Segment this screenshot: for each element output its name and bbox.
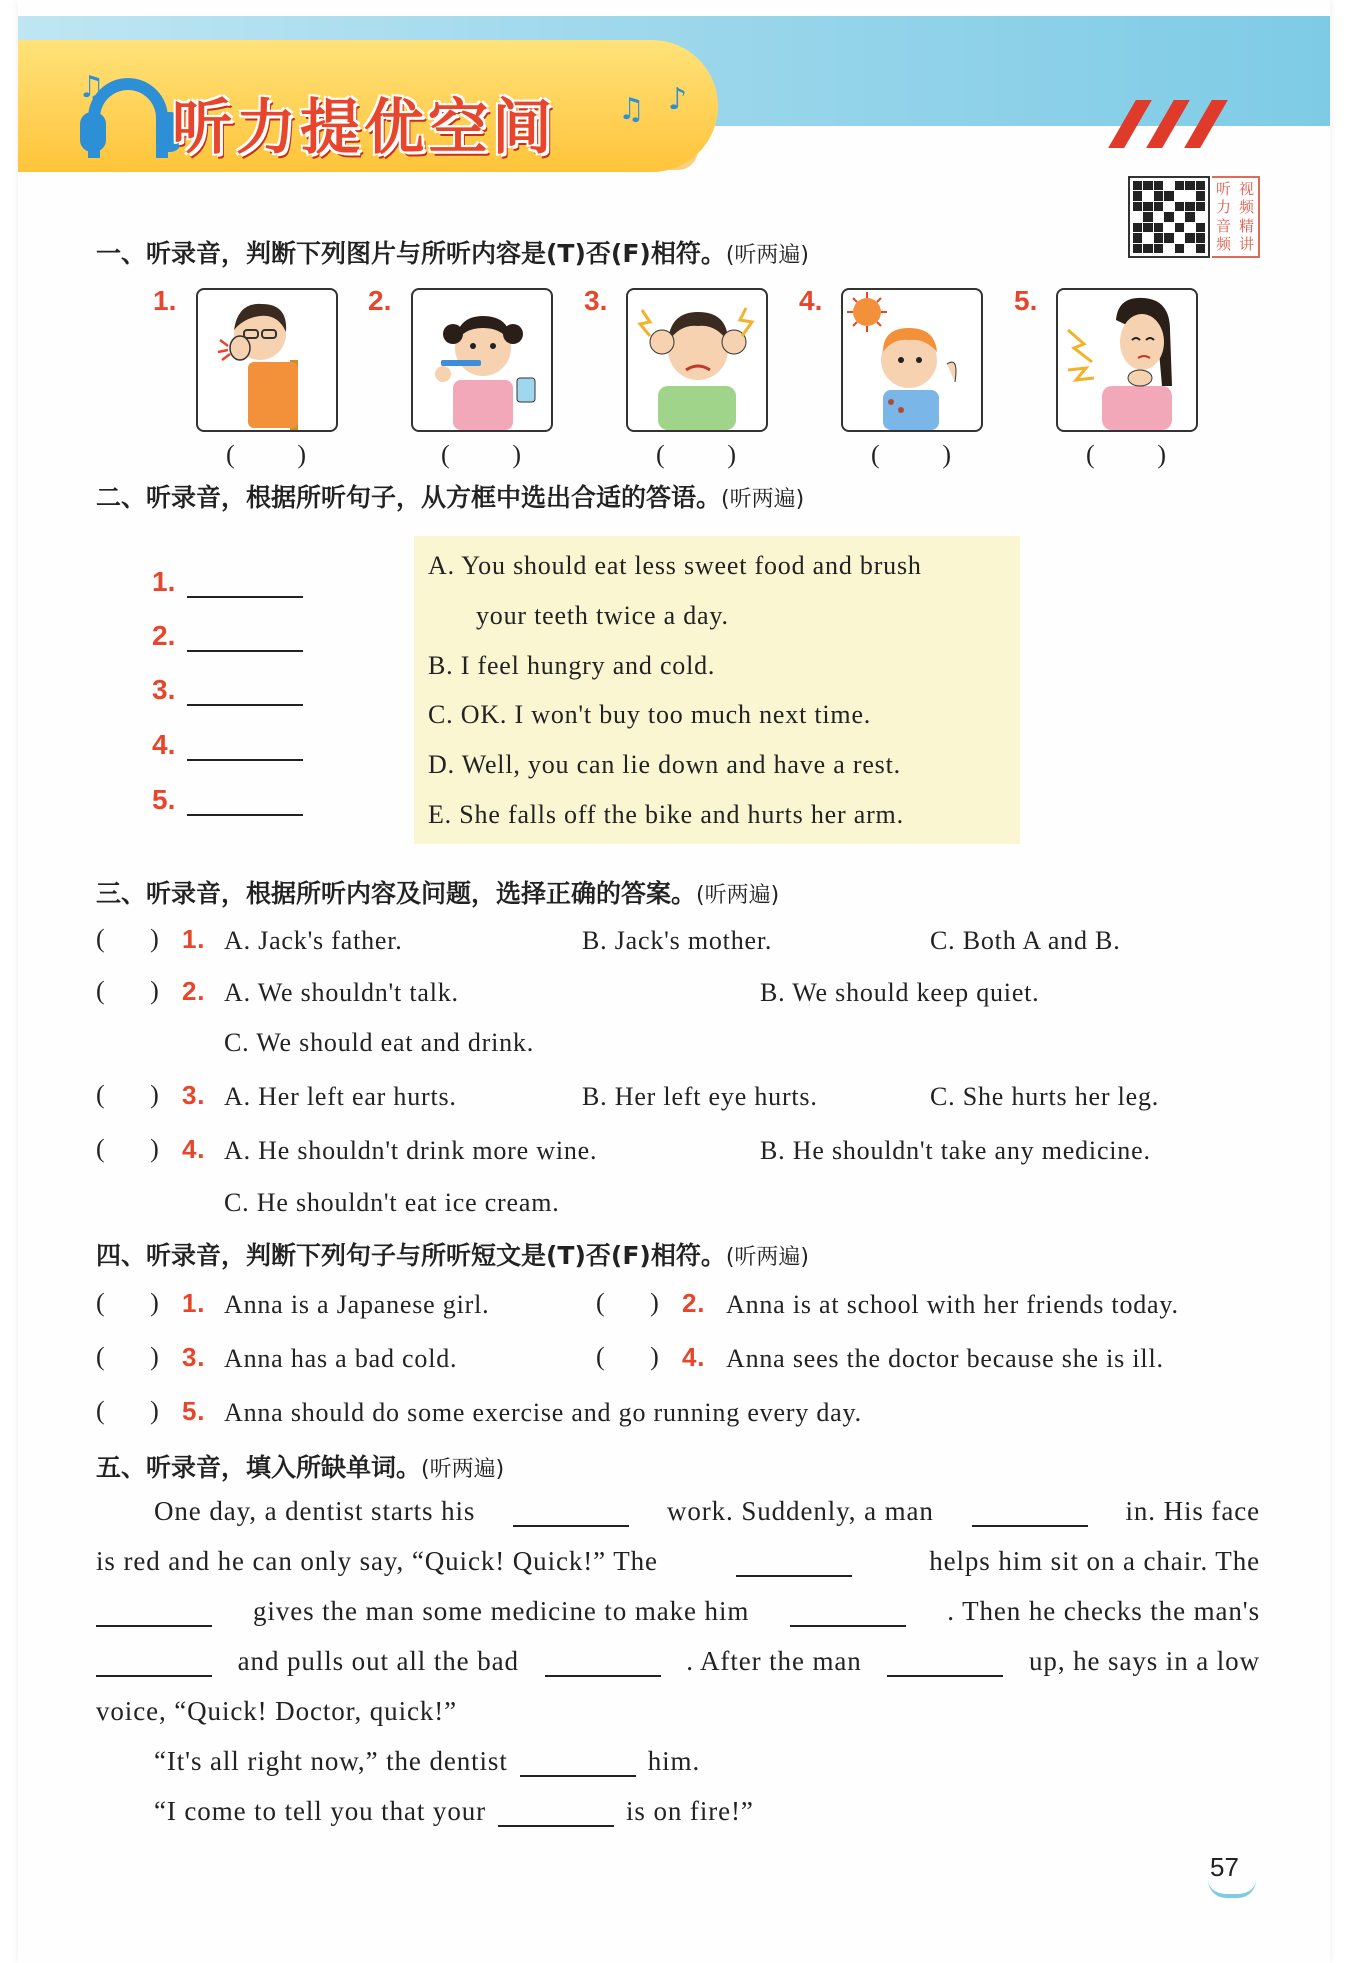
section-4-heading: 四、听录音，判断下列句子与所听短文是(T)否(F)相符。(听两遍) xyxy=(96,1241,810,1270)
picture-toothache xyxy=(196,288,338,432)
choice-c: C. We should eat and drink. xyxy=(224,1028,535,1057)
statement-text: Anna is at school with her friends today. xyxy=(726,1290,1179,1319)
fill-blank[interactable] xyxy=(887,1649,1003,1677)
question-number: 1. xyxy=(182,924,206,954)
answer-blank[interactable]: 4. xyxy=(152,729,303,761)
section-1-heading: 一、听录音，判断下列图片与所听内容是(T)否(F)相符。(听两遍) xyxy=(96,239,810,268)
question-number: 4. xyxy=(182,1134,206,1164)
option-e: E. She falls off the bike and hurts her arm. xyxy=(428,800,904,829)
answer-bracket[interactable]: ( ) xyxy=(96,1342,159,1371)
fill-blank[interactable] xyxy=(790,1599,906,1627)
answer-blank[interactable]: 2. xyxy=(152,620,303,652)
picture-brushing-teeth xyxy=(411,288,553,432)
statement-text: Anna is a Japanese girl. xyxy=(224,1290,490,1319)
picture-headache xyxy=(626,288,768,432)
fill-blank[interactable] xyxy=(513,1499,629,1527)
answer-bracket[interactable]: ( ) xyxy=(96,1134,159,1163)
statement-text: Anna sees the doctor because she is ill. xyxy=(726,1344,1164,1373)
answer-bracket[interactable]: ( ) xyxy=(96,924,159,953)
fill-blank[interactable] xyxy=(736,1549,852,1577)
answer-blank[interactable]: 3. xyxy=(152,674,303,706)
qr-label: 听 视 力 频 音 精 频 讲 xyxy=(1212,176,1260,258)
fill-blank[interactable] xyxy=(972,1499,1088,1527)
choice-b: B. Her left eye hurts. xyxy=(582,1082,818,1111)
passage-line: and pulls out all the bad . After the man up, he says in a low xyxy=(96,1646,1260,1677)
choice-a: A. He shouldn't drink more wine. xyxy=(224,1136,598,1165)
qr-code[interactable] xyxy=(1128,176,1210,258)
fill-blank[interactable] xyxy=(96,1599,212,1627)
option-a: A. You should eat less sweet food and brush xyxy=(428,551,922,580)
answer-bracket[interactable]: ( ) xyxy=(596,1288,659,1317)
answer-parentheses[interactable]: ( ) xyxy=(226,440,306,469)
picture-number: 2. xyxy=(368,285,392,316)
music-note-icon: ♪ xyxy=(668,82,688,117)
option-a-cont: your teeth twice a day. xyxy=(476,601,729,630)
headphone-left-cup xyxy=(80,112,106,152)
picture-number: 3. xyxy=(584,285,608,316)
page-number: 57 xyxy=(1210,1852,1239,1882)
statement-text: Anna should do some exercise and go running every day. xyxy=(224,1398,862,1427)
choice-a: A. Her left ear hurts. xyxy=(224,1082,457,1111)
answer-bracket[interactable]: ( ) xyxy=(96,1396,159,1425)
answer-bracket[interactable]: ( ) xyxy=(596,1342,659,1371)
statement-number: 5. xyxy=(182,1396,206,1426)
answer-bracket[interactable]: ( ) xyxy=(96,1288,159,1317)
passage-line: “I come to tell you that your is on fire!” xyxy=(154,1796,754,1826)
fill-blank[interactable] xyxy=(520,1749,636,1777)
picture-neck-pain xyxy=(1056,288,1198,432)
picture-number: 1. xyxy=(153,285,177,316)
picture-hot-weather xyxy=(841,288,983,432)
passage-line: “It's all right now,” the dentist him. xyxy=(154,1746,701,1776)
question-number: 2. xyxy=(182,976,206,1006)
choice-a: A. Jack's father. xyxy=(224,926,403,955)
fill-blank[interactable] xyxy=(498,1799,614,1827)
section-5-heading: 五、听录音，填入所缺单词。(听两遍) xyxy=(96,1453,505,1482)
page-title: 听力提优空间 xyxy=(172,93,556,163)
answer-blank[interactable]: 1. xyxy=(152,566,303,598)
answer-blank[interactable]: 5. xyxy=(152,784,303,816)
passage-line: gives the man some medicine to make him . Then he checks the man's xyxy=(96,1596,1260,1627)
answer-parentheses[interactable]: ( ) xyxy=(1086,440,1166,469)
choice-b: B. He shouldn't take any medicine. xyxy=(760,1136,1151,1165)
option-b: B. I feel hungry and cold. xyxy=(428,651,716,680)
answer-bracket[interactable]: ( ) xyxy=(96,1080,159,1109)
choice-c: C. He shouldn't eat ice cream. xyxy=(224,1188,560,1217)
fill-blank[interactable] xyxy=(96,1649,212,1677)
statement-text: Anna has a bad cold. xyxy=(224,1344,458,1373)
statement-number: 2. xyxy=(682,1288,706,1318)
statement-number: 3. xyxy=(182,1342,206,1372)
section-2-heading: 二、听录音，根据所听句子，从方框中选出合适的答语。(听两遍) xyxy=(96,483,805,512)
section-3-heading: 三、听录音，根据所听内容及问题，选择正确的答案。(听两遍) xyxy=(96,879,780,908)
picture-number: 5. xyxy=(1014,285,1038,316)
answer-parentheses[interactable]: ( ) xyxy=(441,440,521,469)
choice-b: B. We should keep quiet. xyxy=(760,978,1040,1007)
statement-number: 1. xyxy=(182,1288,206,1318)
option-c: C. OK. I won't buy too much next time. xyxy=(428,700,872,729)
choice-a: A. We shouldn't talk. xyxy=(224,978,459,1007)
choice-c: C. She hurts her leg. xyxy=(930,1082,1160,1111)
music-note-icon: ♫ xyxy=(618,92,645,127)
question-number: 3. xyxy=(182,1080,206,1110)
answer-parentheses[interactable]: ( ) xyxy=(871,440,951,469)
choice-c: C. Both A and B. xyxy=(930,926,1121,955)
answer-parentheses[interactable]: ( ) xyxy=(656,440,736,469)
statement-number: 4. xyxy=(682,1342,706,1372)
passage-line: is red and he can only say, “Quick! Quick!” The helps him sit on a chair. The xyxy=(96,1546,1260,1576)
option-d: D. Well, you can lie down and have a rest. xyxy=(428,750,901,779)
choice-b: B. Jack's mother. xyxy=(582,926,773,955)
passage-line: One day, a dentist starts his work. Suddenly, a man in. His face xyxy=(154,1496,1260,1526)
answer-bracket[interactable]: ( ) xyxy=(96,976,159,1005)
music-note-icon: ♫ xyxy=(78,70,105,105)
passage-line: voice, “Quick! Doctor, quick!” xyxy=(96,1696,458,1726)
picture-number: 4. xyxy=(799,285,823,316)
fill-blank[interactable] xyxy=(545,1649,661,1677)
answer-options-box xyxy=(414,536,1020,844)
